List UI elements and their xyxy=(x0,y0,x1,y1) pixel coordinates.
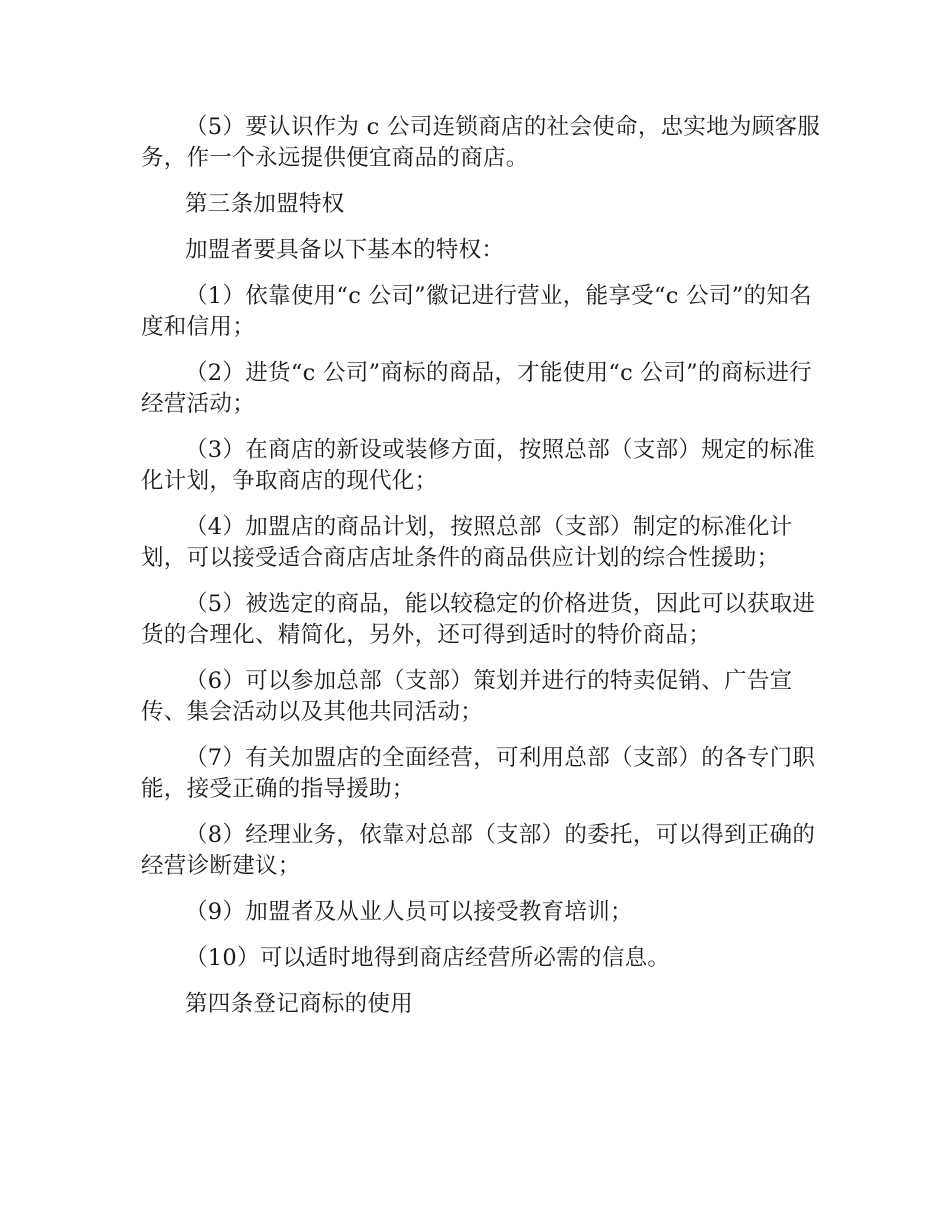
section-heading-article-4: 第四条登记商标的使用 xyxy=(185,991,414,1017)
list-item-10: （10）可以适时地得到商店经营所必需的信息。 xyxy=(185,945,671,971)
list-item-4: （4）加盟店的商品计划，按照总部（支部）制定的标准化计划，可以接受适合商店店址条件的商品供应计划的综合性援助； xyxy=(141,514,793,571)
section-heading-article-3: 第三条加盟特权 xyxy=(185,191,345,217)
list-item-5: （5）被选定的商品，能以较稳定的价格进货，因此可以获取进货的合理化、精简化，另外，还可得到适时的特价商品； xyxy=(141,591,816,648)
list-item-1: （1）依靠使用“c 公司”徽记进行营业，能享受“c 公司”的知名度和信用； xyxy=(141,283,812,340)
document-body xyxy=(141,112,831,1035)
paragraph-2: 加盟者要具备以下基本的特权： xyxy=(185,237,505,263)
list-item-7: （7）有关加盟店的全面经营，可利用总部（支部）的各专门职能，接受正确的指导援助； xyxy=(141,745,816,802)
list-item-9: （9）加盟者及从业人员可以接受教育培训； xyxy=(185,899,633,925)
paragraph-1: （5）要认识作为 c 公司连锁商店的社会使命，忠实地为顾客服务，作一个永远提供便宜商品的商店。 xyxy=(141,114,821,171)
list-item-2: （2）进货“c 公司”商标的商品，才能使用“c 公司”的商标进行经营活动； xyxy=(141,360,812,417)
list-item-3: （3）在商店的新设或装修方面，按照总部（支部）规定的标准化计划，争取商店的现代化； xyxy=(141,437,816,494)
list-item-8: （8）经理业务，依靠对总部（支部）的委托，可以得到正确的经营诊断建议； xyxy=(141,822,816,879)
list-item-6: （6）可以参加总部（支部）策划并进行的特卖促销、广告宣传、集会活动以及其他共同活动； xyxy=(141,668,793,725)
